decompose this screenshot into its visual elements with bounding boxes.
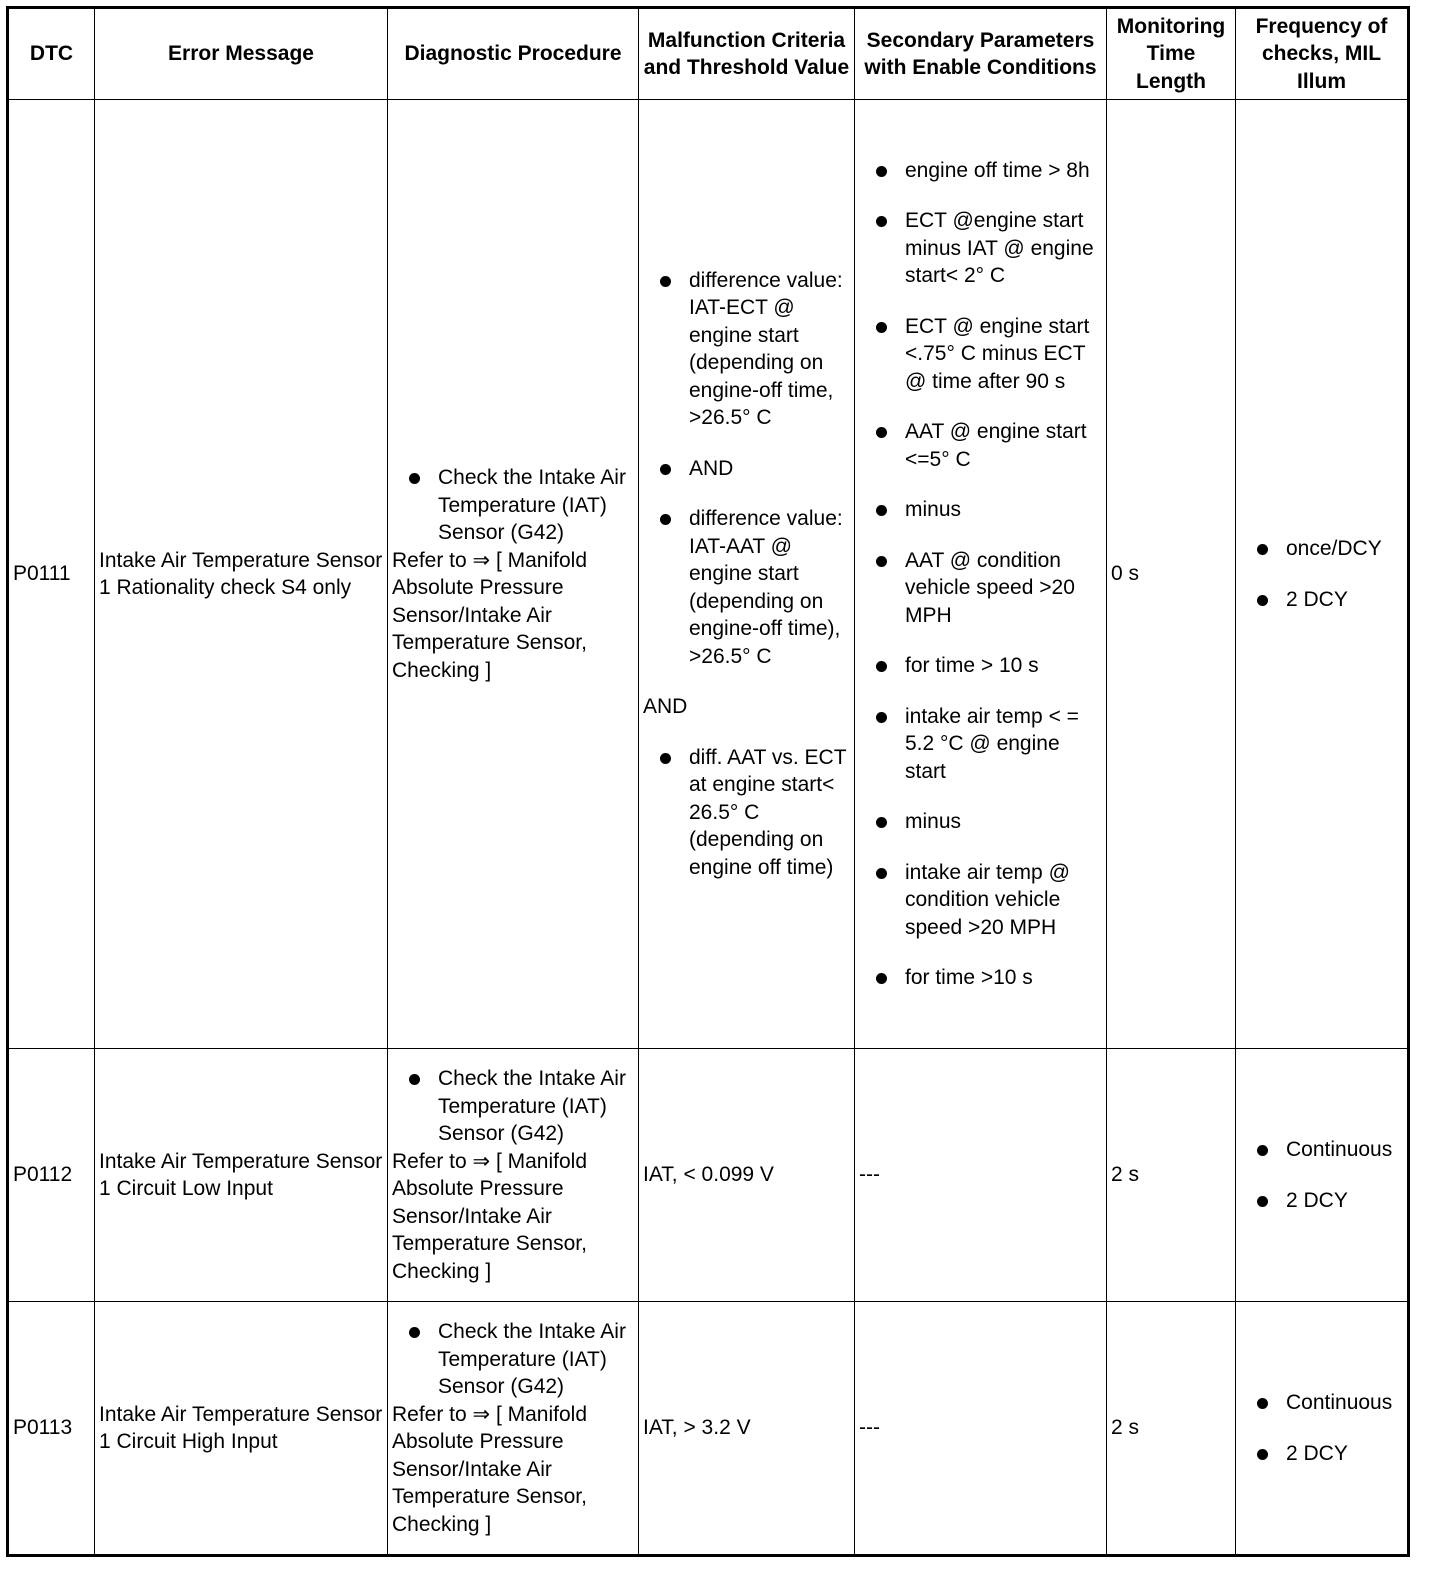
header-dtc: DTC	[8, 8, 95, 100]
monitoring-time: 2 s	[1107, 1049, 1236, 1302]
list-item: intake air temp < = 5.2 °C @ engine start	[859, 703, 1102, 786]
frequency	[1236, 1302, 1409, 1556]
list-item: 2 DCY	[1240, 1440, 1403, 1468]
frequency	[1236, 1049, 1409, 1302]
header-error-message: Error Message	[95, 8, 388, 100]
error-message: Intake Air Temperature Sensor 1 Rationality check S4 only	[95, 100, 388, 1049]
procedure-reference: Refer to ⇒ [ Manifold Absolute Pressure Sensor/Intake Air Temperature Sensor, Checking ]	[392, 1149, 588, 1283]
diagnostic-procedure	[388, 1049, 639, 1302]
procedure-list	[392, 464, 634, 547]
criteria-and: AND	[643, 695, 688, 719]
frequency-list	[1240, 1136, 1403, 1214]
procedure-list	[392, 1318, 634, 1401]
monitoring-time: 2 s	[1107, 1302, 1236, 1556]
procedure-reference: Refer to ⇒ [ Manifold Absolute Pressure Sensor/Intake Air Temperature Sensor, Checking ]	[392, 1402, 588, 1536]
list-item: AAT @ condition vehicle speed >20 MPH	[859, 547, 1102, 630]
frequency-list	[1240, 535, 1403, 613]
list-item: once/DCY	[1240, 535, 1403, 563]
dtc-code: P0113	[8, 1302, 95, 1556]
secondary-list	[859, 157, 1102, 992]
criteria-list-2	[643, 744, 850, 882]
list-item: Continuous	[1240, 1136, 1403, 1164]
secondary-parameters: ---	[855, 1049, 1107, 1302]
list-item: for time > 10 s	[859, 652, 1102, 680]
list-item: difference value: IAT-ECT @ engine start (depending on engine-off time, >26.5° C	[643, 267, 850, 432]
error-message: Intake Air Temperature Sensor 1 Circuit Low Input	[95, 1049, 388, 1302]
list-item: Check the Intake Air Temperature (IAT) Sensor (G42)	[392, 464, 634, 547]
list-item: AAT @ engine start <=5° C	[859, 418, 1102, 473]
table-row	[8, 1302, 1409, 1556]
table-row	[8, 100, 1409, 1049]
table-row	[8, 1049, 1409, 1302]
header-monitoring-time: Monitoring Time Length	[1107, 8, 1236, 100]
diagnostic-procedure	[388, 100, 639, 1049]
malfunction-criteria: IAT, > 3.2 V	[639, 1302, 855, 1556]
list-item: intake air temp @ condition vehicle speed >20 MPH	[859, 859, 1102, 942]
diagnostic-procedure	[388, 1302, 639, 1556]
list-item: Check the Intake Air Temperature (IAT) Sensor (G42)	[392, 1318, 634, 1401]
frequency-list	[1240, 1389, 1403, 1467]
malfunction-criteria	[639, 100, 855, 1049]
list-item: minus	[859, 496, 1102, 524]
list-item: Check the Intake Air Temperature (IAT) Sensor (G42)	[392, 1065, 634, 1148]
list-item: engine off time > 8h	[859, 157, 1102, 185]
header-row	[8, 8, 1409, 100]
header-secondary-parameters: Secondary Parameters with Enable Conditions	[855, 8, 1107, 100]
list-item: Continuous	[1240, 1389, 1403, 1417]
secondary-parameters: ---	[855, 1302, 1107, 1556]
dtc-code: P0112	[8, 1049, 95, 1302]
list-item: minus	[859, 808, 1102, 836]
procedure-list	[392, 1065, 634, 1148]
list-item: diff. AAT vs. ECT at engine start< 26.5° C (depending on engine off time)	[643, 744, 850, 882]
malfunction-criteria: IAT, < 0.099 V	[639, 1049, 855, 1302]
criteria-list	[643, 267, 850, 671]
header-frequency: Frequency of checks, MIL Illum	[1236, 8, 1409, 100]
list-item: 2 DCY	[1240, 586, 1403, 614]
procedure-reference: Refer to ⇒ [ Manifold Absolute Pressure Sensor/Intake Air Temperature Sensor, Checking ]	[392, 548, 588, 682]
frequency	[1236, 100, 1409, 1049]
list-item: ECT @ engine start <.75° C minus ECT @ time after 90 s	[859, 313, 1102, 396]
dtc-code: P0111	[8, 100, 95, 1049]
dtc-table	[6, 6, 1410, 1557]
error-message: Intake Air Temperature Sensor 1 Circuit High Input	[95, 1302, 388, 1556]
monitoring-time: 0 s	[1107, 100, 1236, 1049]
header-malfunction-criteria: Malfunction Criteria and Threshold Value	[639, 8, 855, 100]
header-diagnostic-procedure: Diagnostic Procedure	[388, 8, 639, 100]
list-item: ECT @engine start minus IAT @ engine start< 2° C	[859, 207, 1102, 290]
list-item: 2 DCY	[1240, 1187, 1403, 1215]
list-item: for time >10 s	[859, 964, 1102, 992]
secondary-parameters	[855, 100, 1107, 1049]
list-item: difference value: IAT-AAT @ engine start (depending on engine-off time), >26.5° C	[643, 505, 850, 670]
list-item: AND	[643, 455, 850, 483]
